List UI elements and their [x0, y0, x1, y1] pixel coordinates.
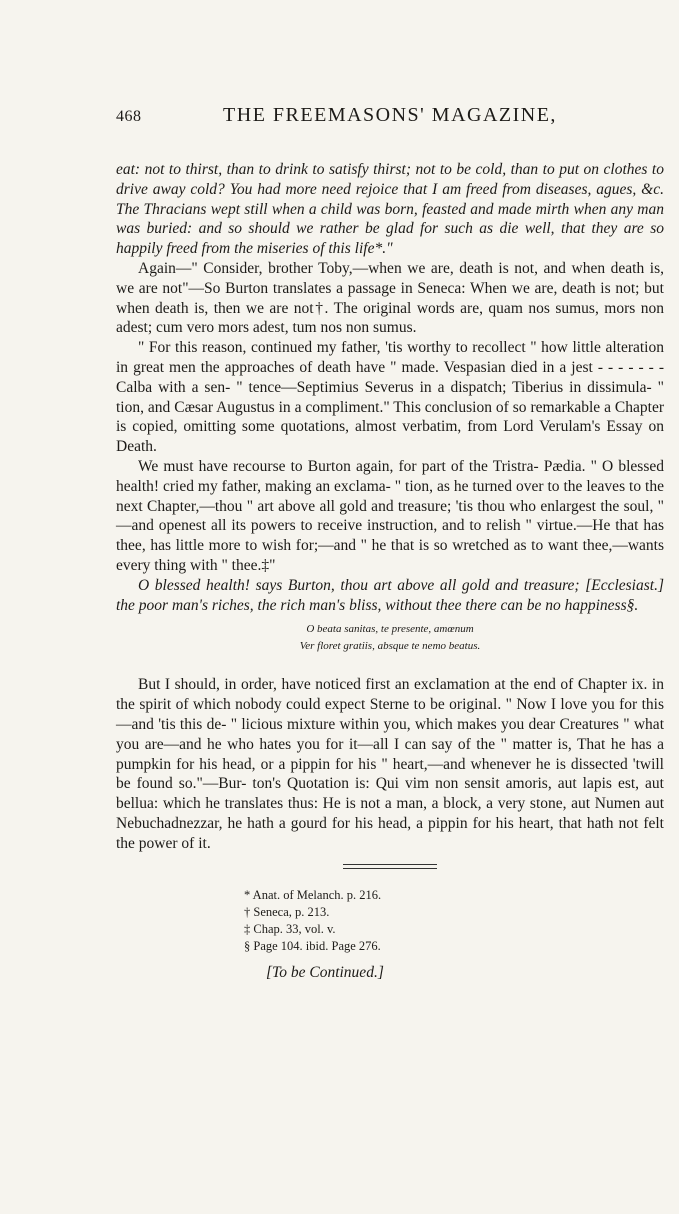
footnote-3: ‡ Chap. 33, vol. v. [244, 921, 336, 936]
latin-verse [116, 621, 664, 655]
footnote-4: § Page 104. ibid. Page 276. [244, 938, 381, 953]
paragraph-6: But I should, in order, have noticed first an exclamation at the end of Chapter ix. in the spirit of which nobody could expect Sterne to be original. " Now I love you for this—and 'tis this de- " licious mixture within you, which makes you dear Creatures " what you are—and he who hates you for it—all I can say of the " matter is, That he has a pumpkin for his head, or a pippin for his " heart,—and whenever he is dissected 'twill be found so."—Bur- ton's Quotation is: Qui vim non sensit amoris, aut lapis est, aut bellua: which he translates thus: He is not a man, a block, a very stone, aut Numen aut Nebuchadnezzar, he hath a gourd for his head, a pippin for his heart, that hath not felt the power of it. [116, 676, 664, 852]
article-body [116, 160, 664, 982]
paragraph-5: O blessed health! says Burton, thou art above all gold and treasure; [Ecclesiast.] the poor man's riches, the rich man's bliss, without thee there can be no happiness§. [116, 576, 664, 614]
to-be-continued: [To be Continued.] [266, 963, 384, 981]
section-divider-top [343, 864, 437, 865]
section-divider-bottom [343, 868, 437, 869]
verse-line-1: O beata sanitas, te presente, amœnum [306, 623, 474, 636]
footnotes [116, 887, 664, 955]
paragraph-4: We must have recourse to Burton again, for part of the Tristra- Pædia. " O blessed health! cried my father, making an exclama- " tion, as he turned over to the leaves to the next Chapter,—thou " art above all gold and treasure; 'tis thou who enlargest the soul, " —and openest all its powers to receive instruction, and to relish " virtue.—He that has thee, has little more to wish for;—and " he that is so wretched as to want thee,—wants every thing with " thee.‡" [116, 457, 664, 574]
page-number: 468 [116, 108, 142, 125]
paragraph-2: Again—" Consider, brother Toby,—when we are, death is not, and when death is, we are not"—So Burton translates a passage in Seneca: When we are, death is not; but when death is, then we are not†. The original words are, quam nos sumus, mors non adest; cum vero mors adest, tum nos non sumus. [116, 259, 664, 337]
running-title: THE FREEMASONS' MAGAZINE, [223, 104, 557, 126]
paragraph-1: eat: not to thirst, than to drink to satisfy thirst; not to be cold, than to put on clothes to drive away cold? You had more need rejoice that I am freed from diseases, agues, &c. The Thracians wept still when a child was born, feasted and made mirth when any man was buried: and so should we rather be glad for such as die well, that they are so happily freed from the miseries of this life*." [116, 161, 664, 258]
footnote-1: * Anat. of Melanch. p. 216. [244, 887, 382, 902]
page-header [116, 104, 664, 130]
paragraph-3: " For this reason, continued my father, 'tis worthy to recollect " how little alteration in great men the approaches of death have " made. Vespasian died in a jest - - - - - - - Calba with a sen- " tence—Septimius Severus in a dispatch; Tiberius in dissimula- " tion, and Cæsar Augustus in a compliment." This conclusion of so remarkable a Chapter is copied, omitting some quotations, almost verbatim, from Lord Verulam's Essay on Death. [116, 339, 664, 456]
footnote-2: † Seneca, p. 213. [244, 904, 330, 919]
verse-line-2: Ver floret gratiis, absque te nemo beatus. [299, 640, 481, 653]
